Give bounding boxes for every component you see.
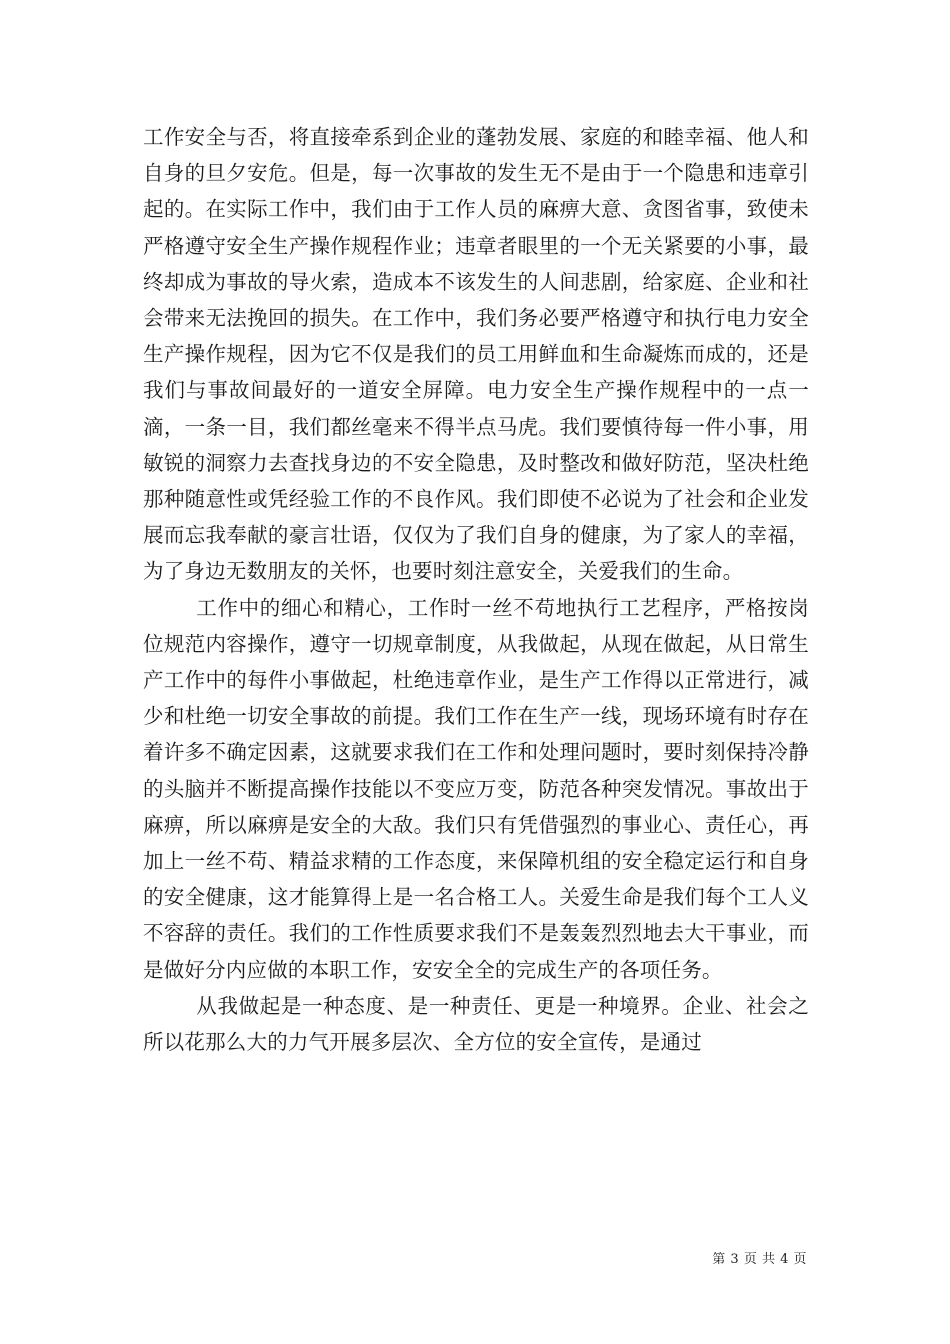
paragraph-2: 工作中的细心和精心，工作时一丝不苟地执行工艺程序，严格按岗位规范内容操作，遵守一切规章制度，从我做起，从现在做起，从日常生产工作中的每件小事做起，杜绝违章作业，是生产工作得以正常进行，减少和杜绝一切安全事故的前提。我们工作在生产一线，现场环境有时存在着许多不确定因素，这就要求我们在工作和处理问题时，要时刻保持冷静的头脑并不断提高操作技能以不变应万变，防范各种突发情况。事故出于麻痹，所以麻痹是安全的大敌。我们只有凭借强烈的事业心、责任心，再加上一丝不苟、精益求精的工作态度，来保障机组的安全稳定运行和自身的安全健康，这才能算得上是一名合格工人。关爱生命是我们每个工人义不容辞的责任。我们的工作性质要求我们不是轰轰烈烈地去大干事业，而是做好分内应做的本职工作，安安全全的完成生产的各项任务。: [143, 595, 809, 982]
document-body: [143, 119, 809, 1060]
paragraph-1: 工作安全与否，将直接牵系到企业的蓬勃发展、家庭的和睦幸福、他人和自身的旦夕安危。但是，每一次事故的发生无不是由于一个隐患和违章引起的。在实际工作中，我们由于工作人员的麻痹大意、贪图省事，致使未严格遵守安全生产操作规程作业；违章者眼里的一个无关紧要的小事，最终却成为事故的导火索，造成本不该发生的人间悲剧，给家庭、企业和社会带来无法挽回的损失。在工作中，我们务必要严格遵守和执行电力安全生产操作规程，因为它不仅是我们的员工用鲜血和生命凝炼而成的，还是我们与事故间最好的一道安全屏障。电力安全生产操作规程中的一点一滴，一条一目，我们都丝毫来不得半点马虎。我们要慎待每一件小事，用敏锐的洞察力去查找身边的不安全隐患，及时整改和做好防范，坚决杜绝那种随意性或凭经验工作的不良作风。我们即使不必说为了社会和企业发展而忘我奉献的豪言壮语，仅仅为了我们自身的健康，为了家人的幸福，为了身边无数朋友的关怀，也要时刻注意安全，关爱我们的生命。: [143, 125, 809, 584]
page-number-footer: 第 3 页 共 4 页: [712, 1252, 807, 1267]
paragraph-3: 从我做起是一种态度、是一种责任、更是一种境界。企业、社会之所以花那么大的力气开展多层次、全方位的安全宣传，是通过: [143, 993, 809, 1055]
